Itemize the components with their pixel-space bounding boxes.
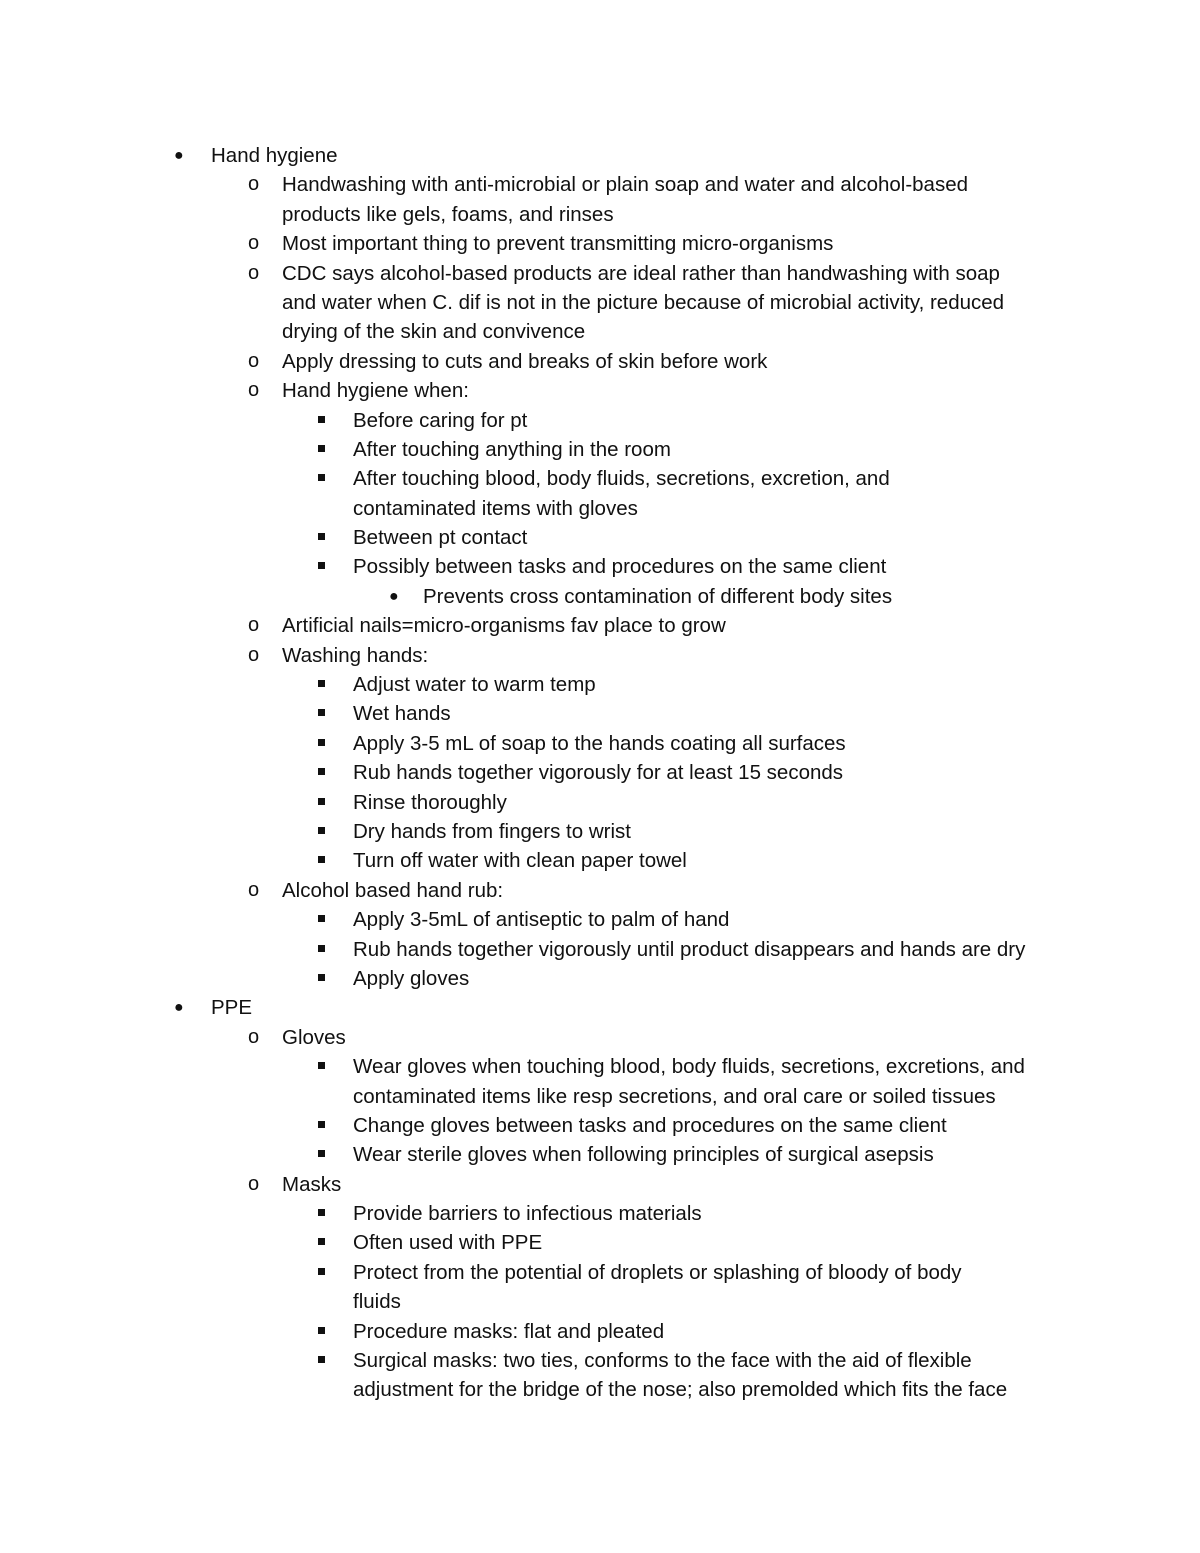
bullet-hand-hygiene	[0, 141, 1200, 170]
circle-bullet-icon: o	[248, 1172, 260, 1195]
heading-ppe: PPE	[211, 996, 253, 1020]
list-item-text: Washing hands:	[282, 643, 429, 667]
square-bullet-icon	[318, 552, 325, 581]
square-bullet-icon	[318, 846, 325, 875]
list-item-text: contaminated items with gloves	[353, 496, 638, 520]
list-item-text: Wear gloves when touching blood, body fluids, secretions, excretions, and	[353, 1055, 1025, 1079]
list-item-text: Wet hands	[353, 702, 451, 726]
list-item-continuation	[0, 288, 1200, 317]
list-item-text: Adjust water to warm temp	[353, 673, 596, 697]
circle-bullet-icon: o	[248, 261, 260, 284]
square-bullet-icon	[318, 1317, 325, 1346]
heading-hand-hygiene: Hand hygiene	[211, 144, 338, 167]
square-bullet-icon	[318, 464, 325, 493]
list-item-text: After touching blood, body fluids, secretions, excretion, and	[353, 467, 890, 491]
list-item	[0, 552, 1200, 581]
square-bullet-icon	[318, 758, 325, 787]
document-page	[0, 141, 1200, 1405]
list-item	[0, 641, 1200, 670]
circle-bullet-icon: o	[248, 349, 260, 372]
list-item-text: Procedure masks: flat and pleated	[353, 1319, 665, 1343]
list-item-text: Before caring for pt	[353, 408, 528, 432]
list-item-text: Often used with PPE	[353, 1231, 543, 1255]
list-item	[0, 1140, 1200, 1169]
list-item-continuation	[0, 1082, 1200, 1111]
square-bullet-icon	[318, 1258, 325, 1287]
list-item	[0, 817, 1200, 846]
circle-bullet-icon: o	[248, 379, 260, 402]
list-item-text: Rub hands together vigorously until product disappears and hands are dry	[353, 937, 1026, 961]
list-item	[0, 1170, 1200, 1199]
bullet-icon: ●	[174, 147, 184, 164]
list-item	[0, 1346, 1200, 1375]
list-item	[0, 376, 1200, 405]
bullet-icon: ●	[174, 999, 184, 1017]
list-item	[0, 170, 1200, 199]
list-item-text: Gloves	[282, 1025, 346, 1049]
square-bullet-icon	[318, 1052, 325, 1081]
list-item-text: Protect from the potential of droplets or splashing of bloody of body	[353, 1260, 962, 1284]
list-item	[0, 582, 1200, 611]
list-item-text: Artificial nails=micro-organisms fav place to grow	[282, 614, 726, 638]
list-item	[0, 229, 1200, 258]
square-bullet-icon	[318, 406, 325, 435]
list-item-text: CDC says alcohol-based products are ideal rather than handwashing with soap	[282, 261, 1000, 285]
list-item	[0, 1258, 1200, 1287]
list-item	[0, 699, 1200, 728]
list-item	[0, 464, 1200, 493]
list-item-text: Alcohol based hand rub:	[282, 878, 504, 902]
list-item	[0, 846, 1200, 875]
list-item-continuation	[0, 200, 1200, 229]
square-bullet-icon	[318, 817, 325, 846]
circle-bullet-icon: o	[248, 878, 260, 901]
square-bullet-icon	[318, 1346, 325, 1375]
list-item-text: Rinse thoroughly	[353, 790, 507, 814]
list-item	[0, 758, 1200, 787]
list-item	[0, 1199, 1200, 1228]
list-item-text: Most important thing to prevent transmitting micro-organisms	[282, 232, 834, 256]
list-item	[0, 964, 1200, 993]
list-item	[0, 935, 1200, 964]
list-item-continuation	[0, 494, 1200, 523]
list-item	[0, 1023, 1200, 1052]
list-item-text: fluids	[353, 1290, 401, 1314]
list-item-text: Dry hands from fingers to wrist	[353, 819, 631, 843]
list-item-text: and water when C. dif is not in the picture because of microbial activity, reduced	[282, 290, 1005, 314]
square-bullet-icon	[318, 1111, 325, 1140]
list-item-text: Prevents cross contamination of different body sites	[423, 584, 893, 608]
list-item	[0, 1317, 1200, 1346]
list-item-text: Apply dressing to cuts and breaks of skin before work	[282, 349, 768, 373]
square-bullet-icon	[318, 435, 325, 464]
bullet-icon: ●	[389, 587, 399, 605]
square-bullet-icon	[318, 670, 325, 699]
list-item	[0, 876, 1200, 905]
square-bullet-icon	[318, 699, 325, 728]
circle-bullet-icon: o	[248, 232, 260, 255]
list-item-text: Apply 3-5 mL of soap to the hands coating all surfaces	[353, 731, 846, 755]
list-item	[0, 347, 1200, 376]
list-item-text: Masks	[282, 1172, 342, 1196]
list-item-continuation	[0, 317, 1200, 346]
list-item-text: Surgical masks: two ties, conforms to the face with the aid of flexible	[353, 1349, 972, 1373]
list-item-text: Rub hands together vigorously for at least 15 seconds	[353, 761, 844, 785]
square-bullet-icon	[318, 1199, 325, 1228]
list-item	[0, 905, 1200, 934]
list-item	[0, 523, 1200, 552]
square-bullet-icon	[318, 905, 325, 934]
list-item-text: Apply 3-5mL of antiseptic to palm of hand	[353, 908, 730, 932]
list-item-text: Turn off water with clean paper towel	[353, 849, 687, 873]
list-item-text: Possibly between tasks and procedures on the same client	[353, 555, 887, 579]
list-item-text: Between pt contact	[353, 526, 528, 550]
square-bullet-icon	[318, 1228, 325, 1257]
square-bullet-icon	[318, 1140, 325, 1169]
list-item	[0, 259, 1200, 288]
list-item-text: adjustment for the bridge of the nose; also premolded which fits the face	[353, 1378, 1008, 1402]
circle-bullet-icon: o	[248, 614, 260, 637]
list-item-text: drying of the skin and convivence	[282, 320, 586, 344]
list-item	[0, 729, 1200, 758]
list-item-text: Hand hygiene when:	[282, 379, 469, 403]
list-item-text: Apply gloves	[353, 966, 470, 990]
list-item	[0, 611, 1200, 640]
square-bullet-icon	[318, 729, 325, 758]
square-bullet-icon	[318, 523, 325, 552]
circle-bullet-icon: o	[248, 1025, 260, 1048]
square-bullet-icon	[318, 935, 325, 964]
circle-bullet-icon: o	[248, 173, 260, 196]
square-bullet-icon	[318, 964, 325, 993]
list-item-text: Wear sterile gloves when following principles of surgical asepsis	[353, 1143, 934, 1167]
list-item	[0, 788, 1200, 817]
list-item	[0, 670, 1200, 699]
bullet-ppe	[0, 993, 1200, 1022]
list-item-text: Provide barriers to infectious materials	[353, 1202, 702, 1226]
list-item-text: Change gloves between tasks and procedures on the same client	[353, 1113, 947, 1137]
list-item-text: contaminated items like resp secretions, and oral care or soiled tissues	[353, 1084, 996, 1108]
square-bullet-icon	[318, 788, 325, 817]
list-item	[0, 1228, 1200, 1257]
list-item-text: Handwashing with anti-microbial or plain soap and water and alcohol-based	[282, 173, 969, 197]
list-item-continuation	[0, 1287, 1200, 1316]
list-item	[0, 1052, 1200, 1081]
list-item-text: After touching anything in the room	[353, 437, 671, 461]
list-item	[0, 406, 1200, 435]
list-item-text: products like gels, foams, and rinses	[282, 202, 614, 226]
circle-bullet-icon: o	[248, 643, 260, 666]
list-item	[0, 1111, 1200, 1140]
list-item-continuation	[0, 1375, 1200, 1404]
list-item	[0, 435, 1200, 464]
